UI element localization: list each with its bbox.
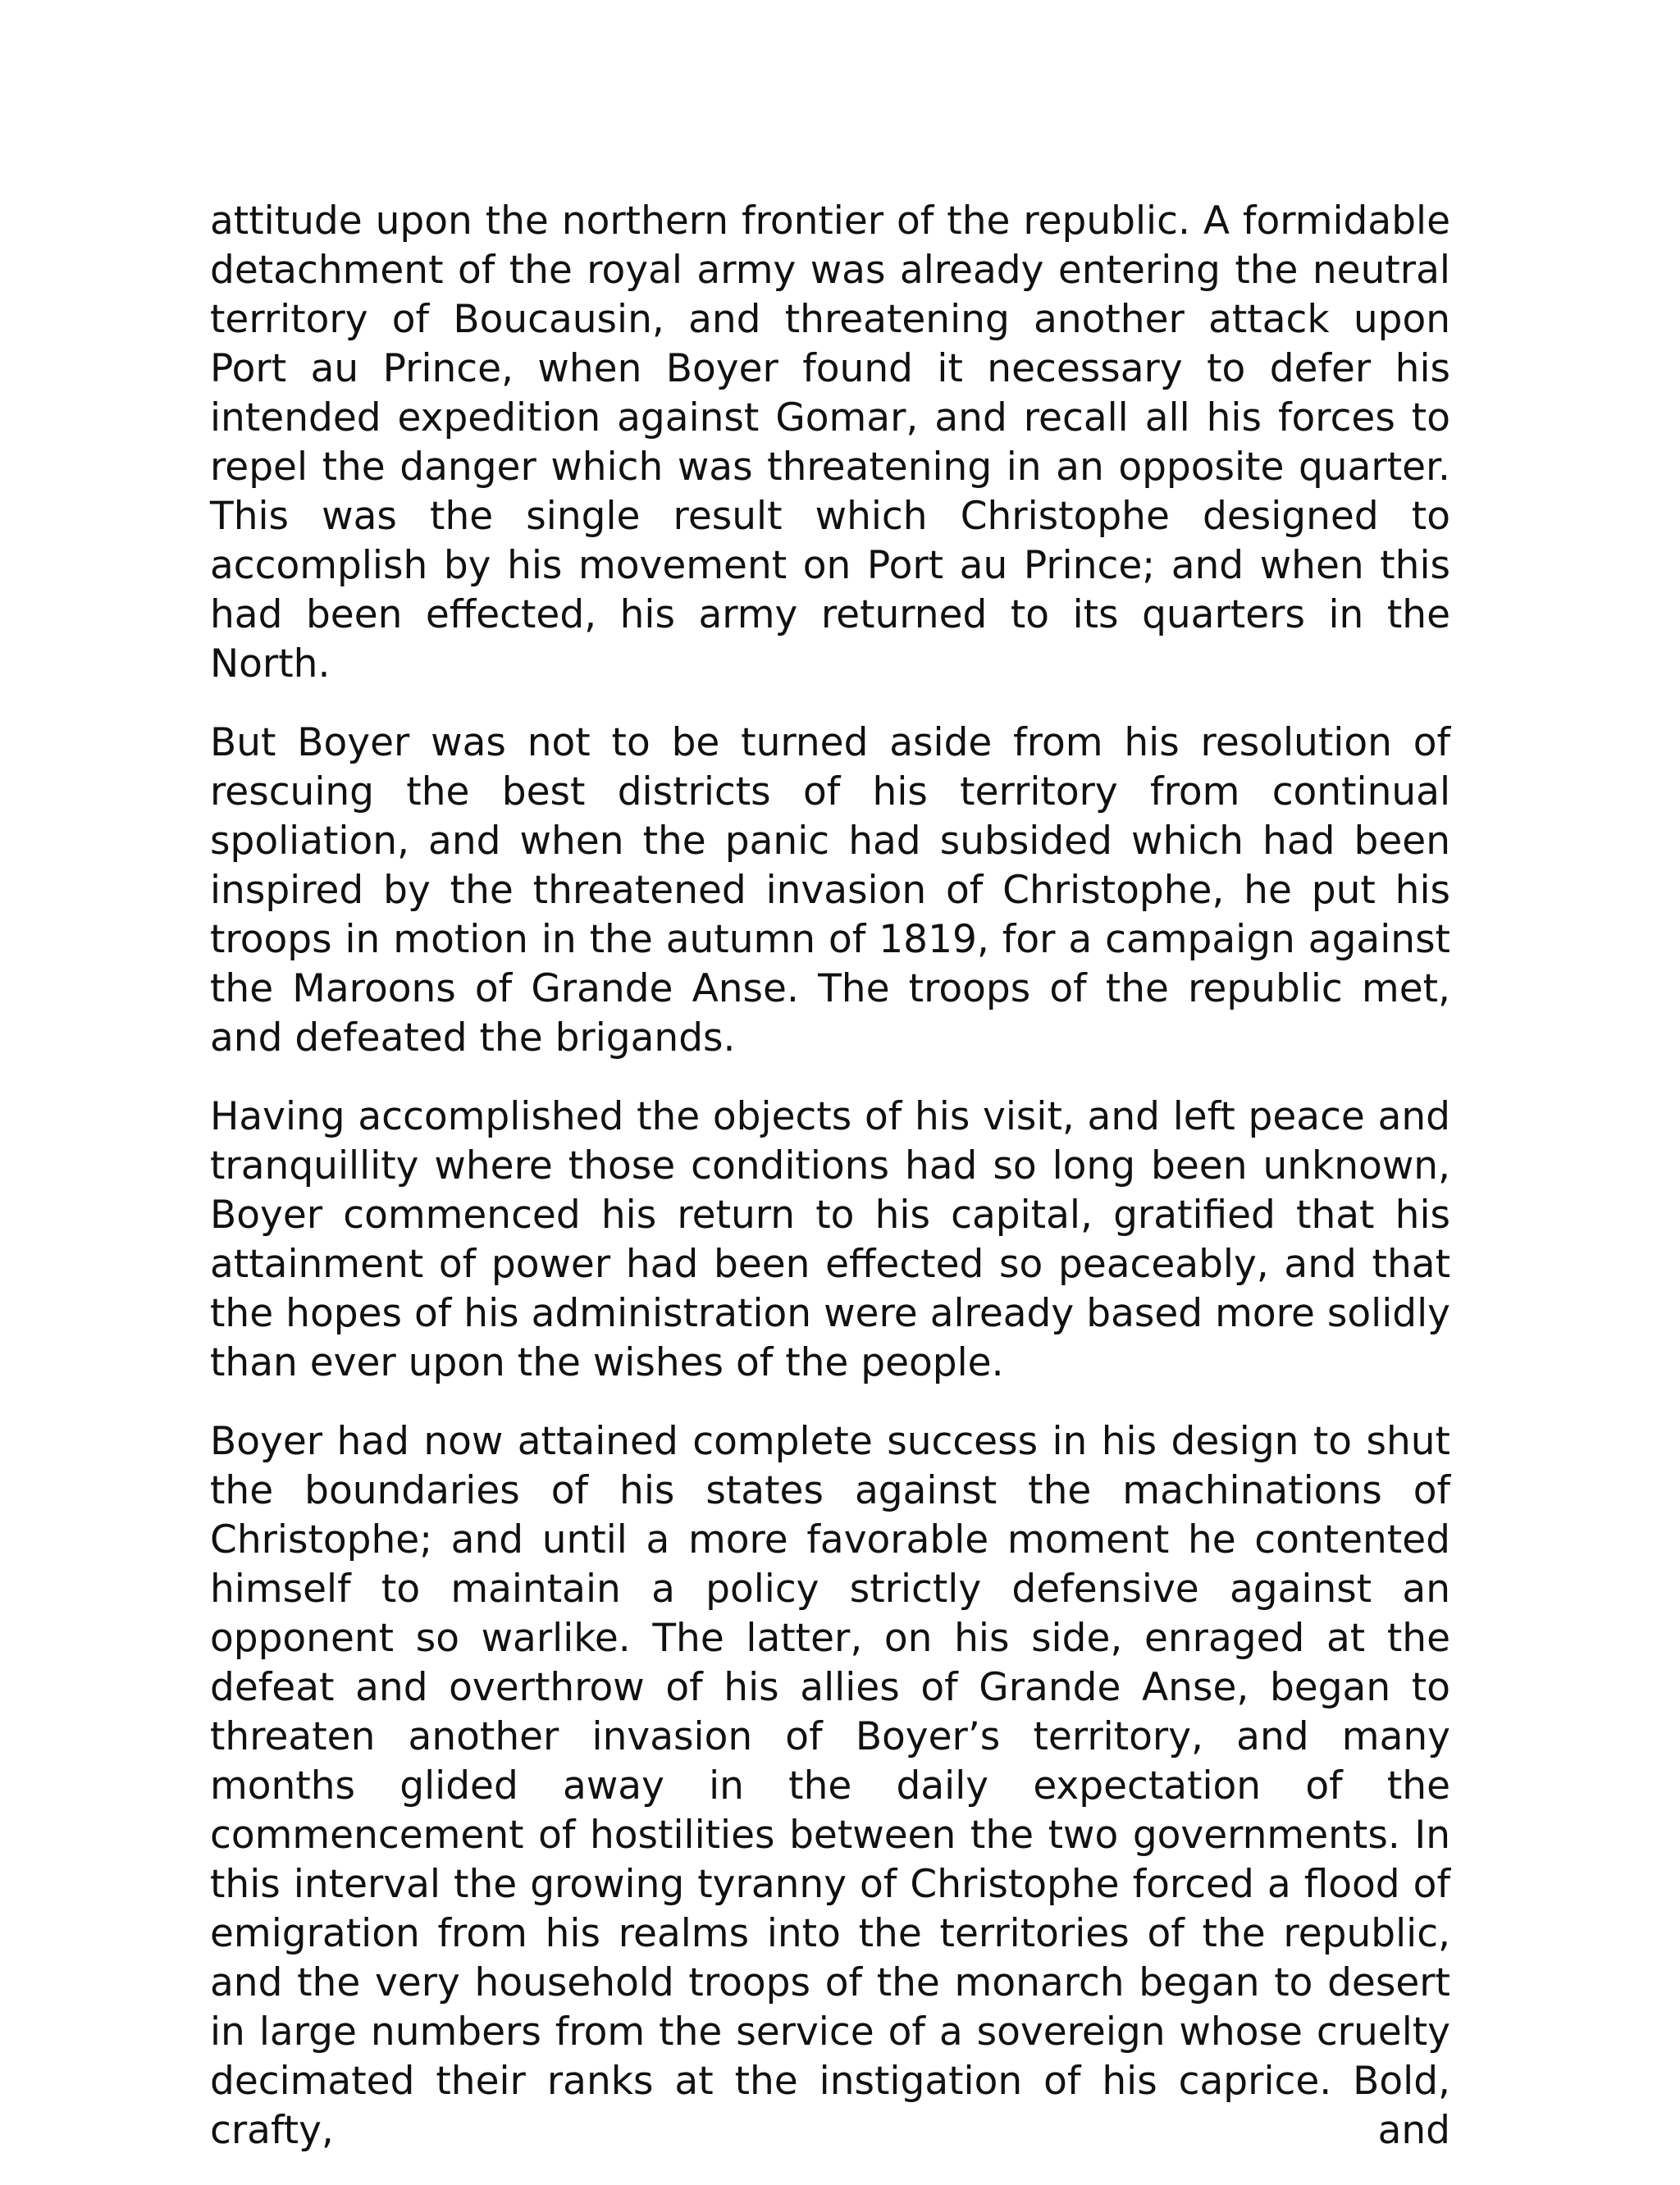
paragraph-4: Boyer had now attained complete success in his design to shut the boundaries of his states against the machinations of Christophe; and until a more favorable moment he contented himself to maintain a policy strictly defensive against an opponent so warlike. The latter, on his side, enraged at the defeat and overthrow of his allies of Grande Anse, began to threaten another invasion of Boyer’s territory, and many months glided away in the daily expectation of the commencement of hostilities between the two governments. In this interval the growing tyranny of Christophe forced a flood of emigration from his realms into the territories of the republic, and the very household troops of the monarch began to desert in large numbers from the service of a sovereign whose cruelty decimated their ranks at the instigation of his caprice. Bold, crafty, and [210, 1419, 1450, 2153]
paragraph-1: attitude upon the northern frontier of the republic. A formidable detachment of the royal army was already entering the neutral territory of Boucausin, and threatening another attack upon Port au Prince, when Boyer found it necessary to defer his intended expedition against Gomar, and recall all his forces to repel the danger which was threatening in an opposite quarter. This was the single result which Christophe designed to accomplish by his movement on Port au Prince; and when this had been effected, his army returned to its quarters in the North. [210, 198, 1450, 687]
paragraph-3: Having accomplished the objects of his visit, and left peace and tranquillity where those conditions had so long been unknown, Boyer commenced his return to his capital, gratified that his attainment of power had been effected so peaceably, and that the hopes of his administration were already based more solidly than ever upon the wishes of the people. [210, 1094, 1450, 1385]
paragraph-2: But Boyer was not to be turned aside from his resolution of rescuing the best districts of his territory from continual spoliation, and when the panic had subsided which had been inspired by the threatened invasion of Christophe, he put his troops in motion in the autumn of 1819, for a campaign against the Maroons of Grande Anse. The troops of the republic met, and defeated the brigands. [210, 720, 1450, 1061]
page-body [210, 197, 1450, 2185]
